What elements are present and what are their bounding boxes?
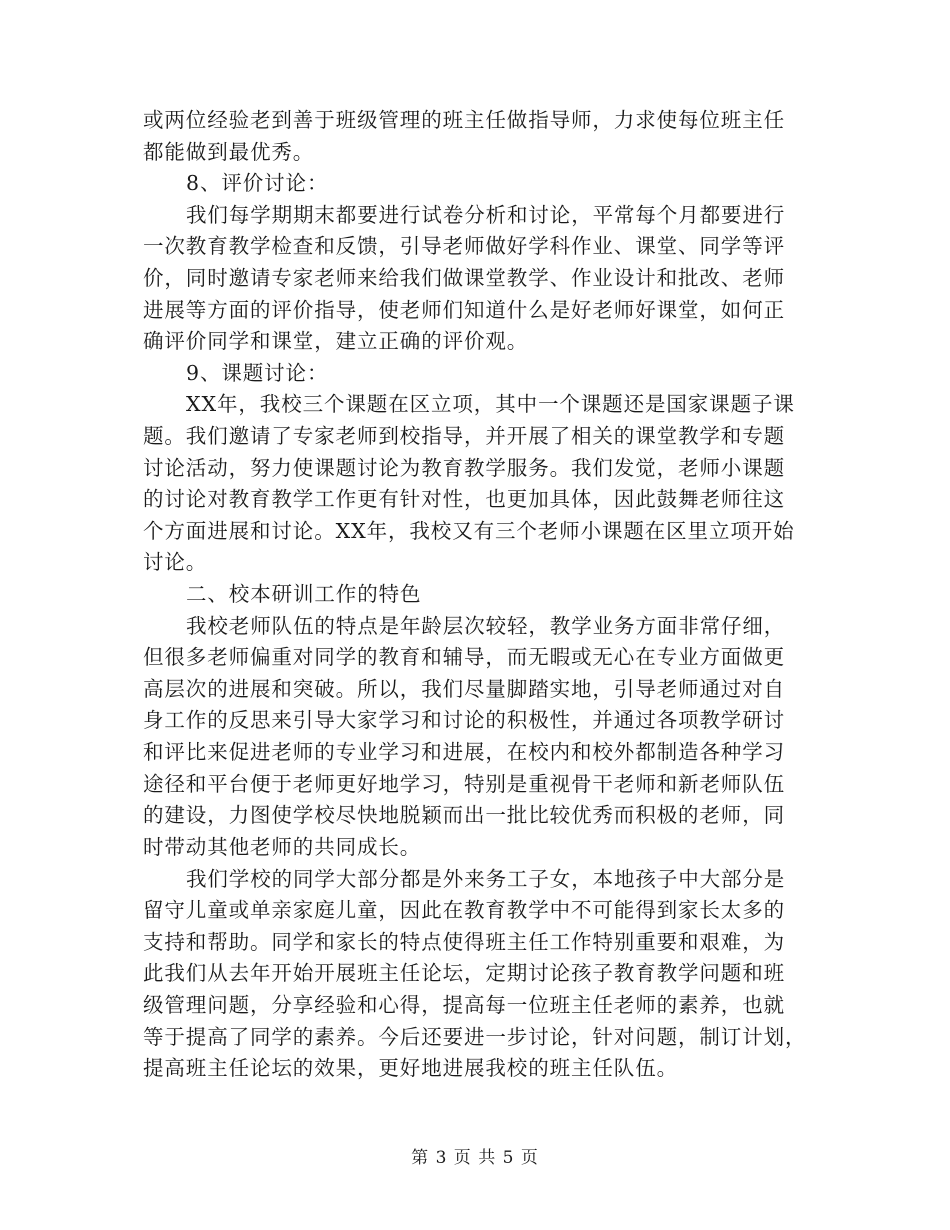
text-line-8: 确评价同学和课堂，建立正确的评价观。 — [143, 329, 529, 353]
text-line-12: 讨论活动，努力使课题讨论为教育教学服务。我们发觉，老师小课题 — [143, 456, 785, 480]
text-line-27: 支持和帮助。同学和家长的特点使得班主任工作特别重要和艰难，为 — [143, 930, 785, 954]
text-line-14: 个方面进展和讨论。XX年，我校又有三个老师小课题在区里立项开始 — [143, 519, 795, 543]
text-line-10: XX年，我校三个课题在区立项，其中一个课题还是国家课题子课 — [186, 392, 795, 416]
text-line-23: 的建设，力图使学校尽快地脱颖而出一批比较优秀而积极的老师，同 — [143, 803, 785, 827]
section-heading-features: 二、校本研训工作的特色 — [186, 582, 422, 606]
text-line-7: 进展等方面的评价指导，使老师们知道什么是好老师好课堂，如何正 — [143, 298, 785, 322]
text-line-25: 我们学校的同学大部分都是外来务工子女，本地孩子中大部分是 — [186, 867, 786, 891]
text-line-26: 留守儿童或单亲家庭儿童，因此在教育教学中不可能得到家长太多的 — [143, 898, 785, 922]
text-line-2: 都能做到最优秀。 — [143, 140, 315, 164]
text-line-31: 提高班主任论坛的效果，更好地进展我校的班主任队伍。 — [143, 1056, 678, 1080]
section-heading-evaluation: 8、评价讨论： — [186, 171, 329, 195]
text-line-29: 级管理问题，分享经验和心得，提高每一位班主任老师的素养，也就 — [143, 993, 785, 1017]
text-line-28: 此我们从去年开始开展班主任论坛，定期讨论孩子教育教学问题和班 — [143, 961, 785, 985]
text-line-11: 题。我们邀请了专家老师到校指导，并开展了相关的课堂教学和专题 — [143, 424, 785, 448]
text-line-6: 价，同时邀请专家老师来给我们做课堂教学、作业设计和批改、老师 — [143, 266, 785, 290]
text-line-5: 一次教育教学检查和反馈，引导老师做好学科作业、课堂、同学等评 — [143, 234, 785, 258]
text-line-13: 的讨论对教育教学工作更有针对性，也更加具体，因此鼓舞老师往这 — [143, 487, 785, 511]
text-line-20: 身工作的反思来引导大家学习和讨论的积极性，并通过各项教学研讨 — [143, 708, 785, 732]
text-line-18: 但很多老师偏重对同学的教育和辅导，而无暇或无心在专业方面做更 — [143, 645, 785, 669]
text-line-1: 或两位经验老到善于班级管理的班主任做指导师，力求使每位班主任 — [143, 108, 785, 132]
text-line-22: 途径和平台便于老师更好地学习，特别是重视骨干老师和新老师队伍 — [143, 772, 785, 796]
text-line-19: 高层次的进展和突破。所以，我们尽量脚踏实地，引导老师通过对自 — [143, 677, 785, 701]
text-line-24: 时带动其他老师的共同成长。 — [143, 835, 422, 859]
section-heading-research-topics: 9、课题讨论： — [186, 361, 329, 385]
text-line-15: 讨论。 — [143, 550, 208, 574]
text-line-30: 等于提高了同学的素养。今后还要进一步讨论，针对问题，制订计划， — [143, 1025, 807, 1049]
page-number-footer: 第 3 页 共 5 页 — [411, 1148, 539, 1168]
text-line-21: 和评比来促进老师的专业学习和进展，在校内和校外都制造各种学习 — [143, 740, 785, 764]
text-line-4: 我们每学期期末都要进行试卷分析和讨论，平常每个月都要进行 — [186, 203, 786, 227]
text-line-17: 我校老师队伍的特点是年龄层次较轻，教学业务方面非常仔细， — [186, 614, 786, 638]
